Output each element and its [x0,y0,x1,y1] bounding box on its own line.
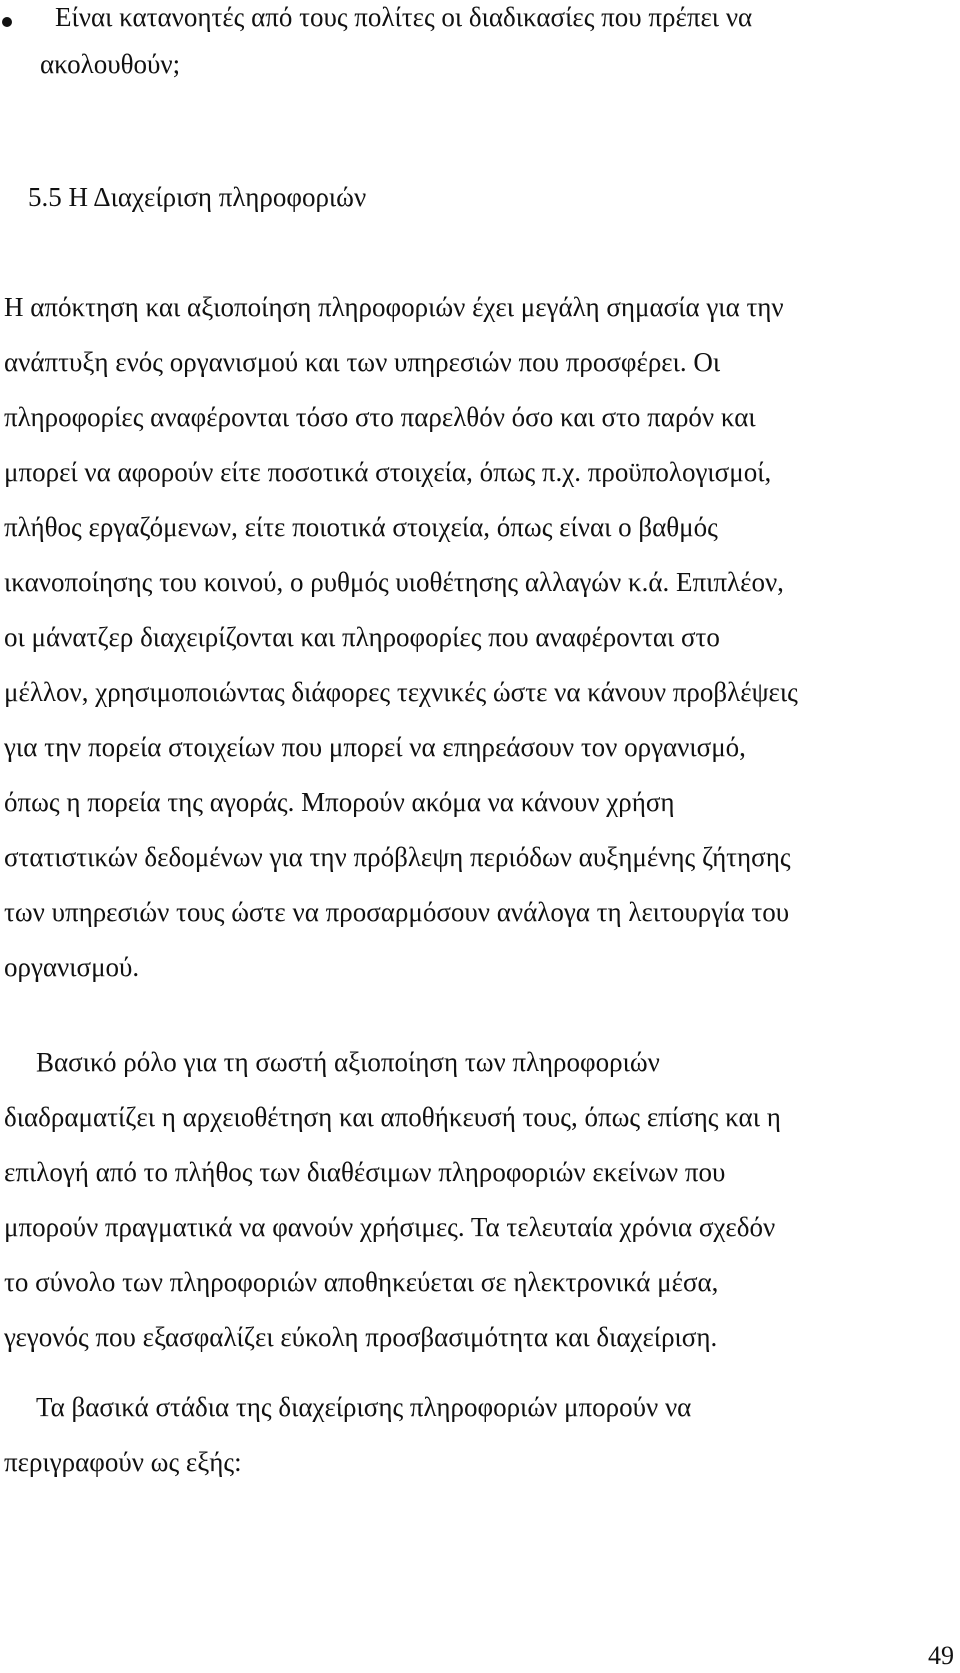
paragraph-line: μέλλον, χρησιμοποιώντας διάφορες τεχνικές ώστε να κάνουν προβλέψεις [4,677,798,707]
paragraph-line: για την πορεία στοιχείων που μπορεί να επηρεάσουν τον οργανισμό, [4,732,746,762]
paragraph-line: των υπηρεσιών τους ώστε να προσαρμόσουν ανάλογα τη λειτουργία του [4,897,790,927]
paragraph-line: Βασικό ρόλο για τη σωστή αξιοποίηση των πληροφοριών [36,1047,660,1077]
paragraph-line: Τα βασικά στάδια της διαχείρισης πληροφοριών μπορούν να [36,1392,692,1422]
section-heading: 5.5 Η Διαχείριση πληροφοριών [28,182,367,212]
page-number: 49 [928,1641,954,1670]
paragraph-line: στατιστικών δεδομένων για την πρόβλεψη περιόδων αυξημένης ζήτησης [4,842,791,872]
paragraph-line: περιγραφούν ως εξής: [4,1447,242,1477]
paragraph-line: ικανοποίησης του κοινού, ο ρυθμός υιοθέτησης αλλαγών κ.ά. Επιπλέον, [4,567,784,597]
paragraph-line: Η απόκτηση και αξιοποίηση πληροφοριών έχει μεγάλη σημασία για την [4,292,784,322]
paragraph-line: οι μάνατζερ διαχειρίζονται και πληροφορίες που αναφέρονται στο [4,622,720,652]
paragraph-line: επιλογή από το πλήθος των διαθέσιμων πληροφοριών εκείνων που [4,1157,726,1187]
paragraph-line: το σύνολο των πληροφοριών αποθηκεύεται σε ηλεκτρονικά μέσα, [4,1267,719,1297]
bullet-dot [2,17,12,27]
paragraph-line: διαδραματίζει η αρχειοθέτηση και αποθήκευσή τους, όπως επίσης και η [4,1102,781,1132]
bullet-text-line: ακολουθούν; [40,49,181,79]
paragraph-line: μπορεί να αφορούν είτε ποσοτικά στοιχεία, όπως π.χ. προϋπολογισμοί, [4,457,772,487]
paragraph-line: ανάπτυξη ενός οργανισμού και των υπηρεσιών που προσφέρει. Οι [4,347,721,377]
paragraph-line: μπορούν πραγματικά να φανούν χρήσιμες. Τα τελευταία χρόνια σχεδόν [4,1212,776,1242]
paragraph-line: όπως η πορεία της αγοράς. Μπορούν ακόμα να κάνουν χρήση [4,787,675,817]
paragraph-line: πληροφορίες αναφέρονται τόσο στο παρελθόν όσο και στο παρόν και [4,402,756,432]
paragraph-line: οργανισμού. [4,952,140,982]
bullet-text-line: Είναι κατανοητές από τους πολίτες οι διαδικασίες που πρέπει να [55,2,753,32]
paragraph-line: πλήθος εργαζόμενων, είτε ποιοτικά στοιχεία, όπως είναι ο βαθμός [4,512,718,542]
paragraph-line: γεγονός που εξασφαλίζει εύκολη προσβασιμότητα και διαχείριση. [4,1322,718,1352]
